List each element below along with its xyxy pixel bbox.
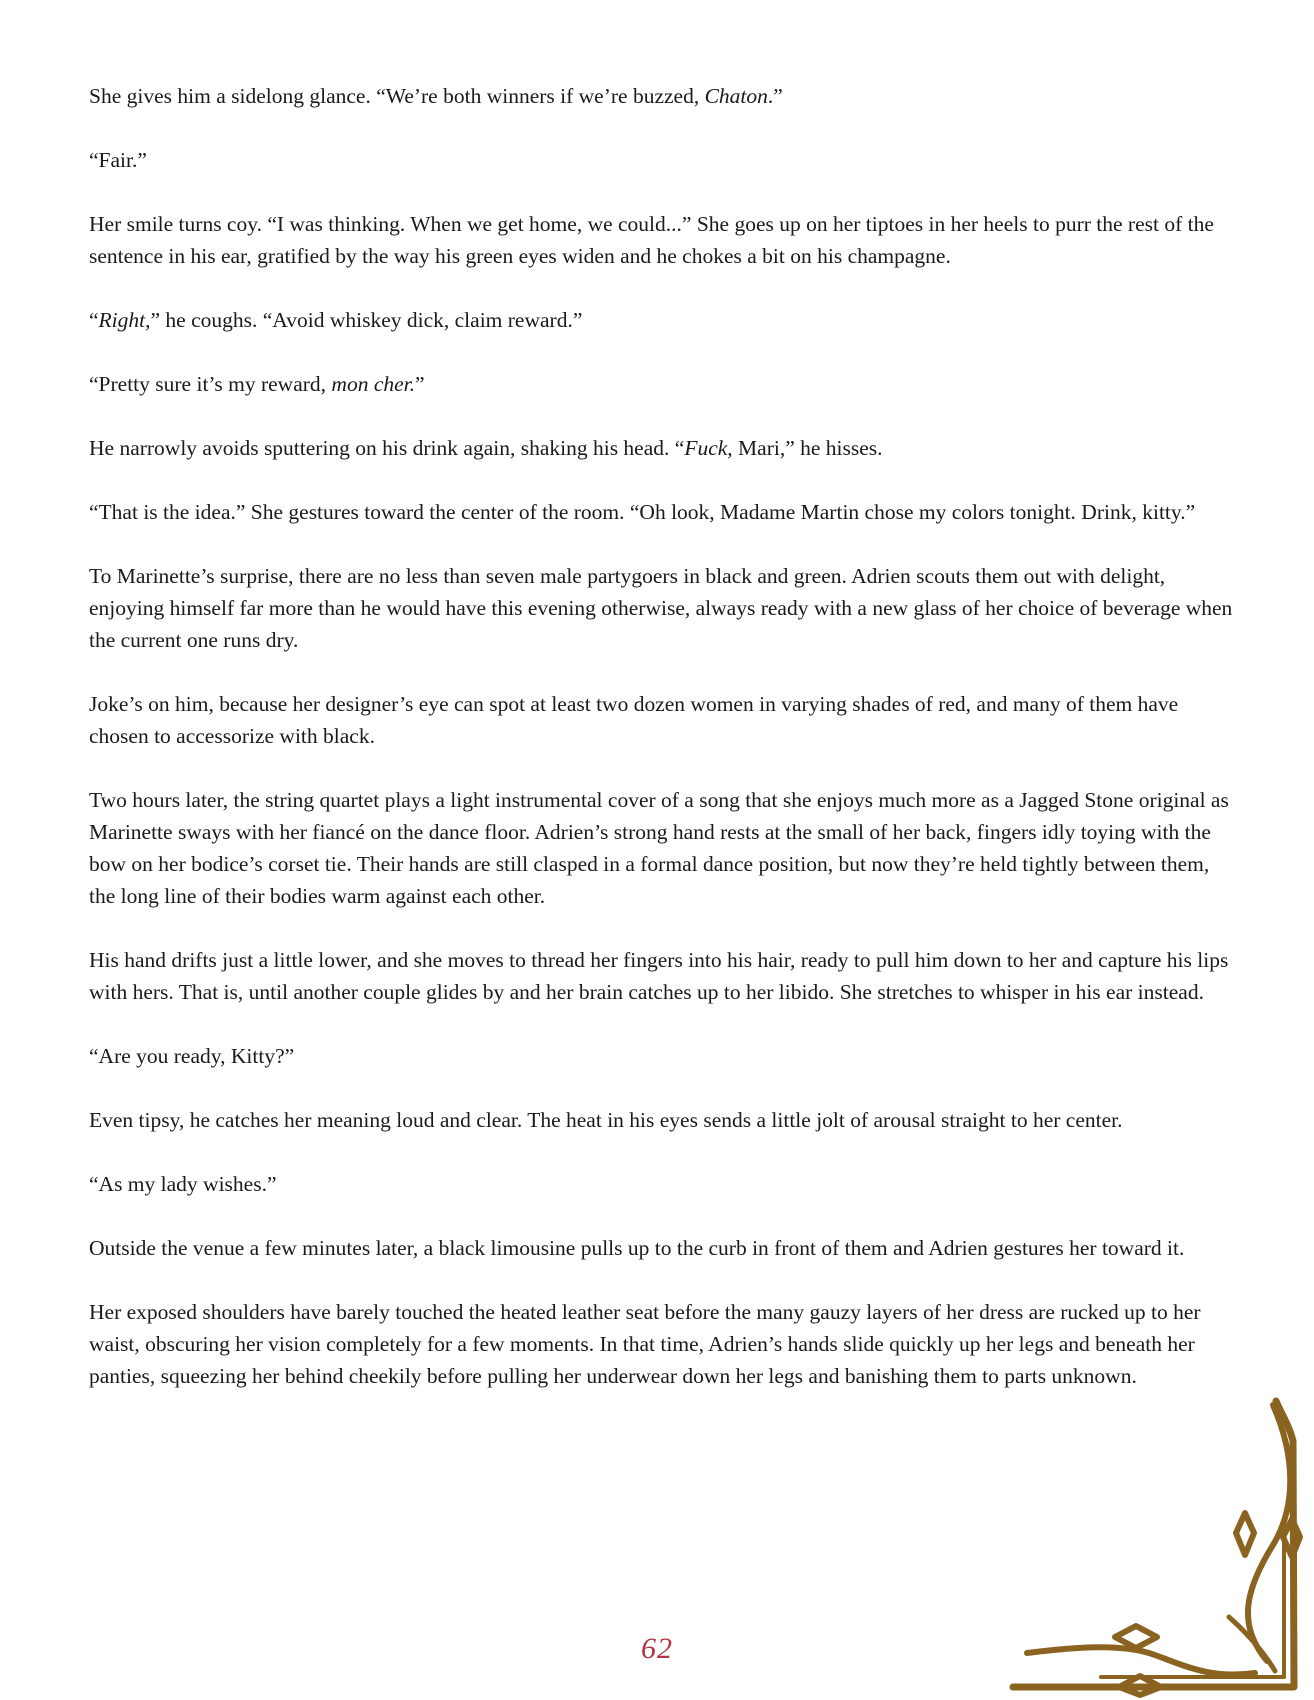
paragraph	[89, 784, 1239, 912]
text-run: “Fair.”	[89, 148, 147, 172]
italic-text: Fuck	[684, 436, 728, 460]
text-run: He narrowly avoids sputtering on his drink again, shaking his head. “	[89, 436, 685, 460]
corner-flourish-icon	[1005, 1395, 1314, 1700]
paragraph	[89, 1168, 1239, 1200]
text-run: ”	[415, 372, 425, 396]
italic-text: Right	[98, 308, 146, 332]
paragraph	[89, 688, 1239, 752]
text-run: Even tipsy, he catches her meaning loud and clear. The heat in his eyes sends a little jolt of arousal straight to her center.	[89, 1108, 1123, 1132]
text-run: ,” he coughs. “Avoid whiskey dick, claim reward.”	[145, 308, 583, 332]
text-run: “As my lady wishes.”	[89, 1172, 277, 1196]
paragraph	[89, 144, 1239, 176]
text-run: To Marinette’s surprise, there are no less than seven male partygoers in black and green. Adrien scouts them out with delight, enjoying himself far more than he would have this evening otherwise, always ready with a new glass of her choice of beverage when the current one runs dry.	[89, 564, 1233, 652]
text-run: Two hours later, the string quartet plays a light instrumental cover of a song that she enjoys much more as a Jagged Stone original as Marinette sways with her fiancé on the dance floor. Adrien’s strong hand rests at the small of her back, fingers idly toying with the bow on her bodice’s corset tie. Their hands are still clasped in a formal dance position, but now they’re held tightly between them, the long line of their bodies warm against each other.	[89, 788, 1229, 908]
text-run: Outside the venue a few minutes later, a black limousine pulls up to the curb in front of them and Adrien gestures her toward it.	[89, 1236, 1185, 1260]
paragraph	[89, 944, 1239, 1008]
text-run: Joke’s on him, because her designer’s eye can spot at least two dozen women in varying shades of red, and many of them have chosen to accessorize with black.	[89, 692, 1179, 748]
paragraph	[89, 496, 1239, 528]
page-number: 62	[641, 1632, 673, 1665]
paragraph	[89, 1232, 1239, 1264]
paragraph	[89, 368, 1239, 400]
paragraph	[89, 560, 1239, 656]
text-run: “	[89, 308, 99, 332]
paragraph	[89, 432, 1239, 464]
paragraph	[89, 80, 1239, 112]
text-run: Her smile turns coy. “I was thinking. When we get home, we could...” She goes up on her tiptoes in her heels to purr the rest of the sentence in his ear, gratified by the way his green eyes widen and he chokes a bit on his champagne.	[89, 212, 1214, 268]
text-run: .”	[767, 84, 783, 108]
text-run: “That is the idea.” She gestures toward the center of the room. “Oh look, Madame Martin chose my colors tonight. Drink, kitty.”	[89, 500, 1196, 524]
paragraph	[89, 208, 1239, 272]
italic-text: Chaton	[704, 84, 768, 108]
page-body	[89, 80, 1239, 1392]
text-run: “Pretty sure it’s my reward,	[89, 372, 332, 396]
text-run: His hand drifts just a little lower, and she moves to thread her fingers into his hair, ready to pull him down to her and capture his lips with hers. That is, until another couple glides by and her brain catches up to her libido. She stretches to whisper in his ear instead.	[89, 948, 1229, 1004]
paragraph	[89, 1104, 1239, 1136]
paragraph	[89, 1296, 1239, 1392]
text-run: She gives him a sidelong glance. “We’re both winners if we’re buzzed,	[89, 84, 705, 108]
paragraph	[89, 304, 1239, 336]
text-run: Her exposed shoulders have barely touched the heated leather seat before the many gauzy layers of her dress are rucked up to her waist, obscuring her vision completely for a few moments. In that time, Adrien’s hands slide quickly up her legs and beneath her panties, squeezing her behind cheekily before pulling her underwear down her legs and banishing them to parts unknown.	[89, 1300, 1201, 1388]
text-run: , Mari,” he hisses.	[727, 436, 883, 460]
paragraph	[89, 1040, 1239, 1072]
italic-text: mon cher.	[331, 372, 416, 396]
text-run: “Are you ready, Kitty?”	[89, 1044, 295, 1068]
